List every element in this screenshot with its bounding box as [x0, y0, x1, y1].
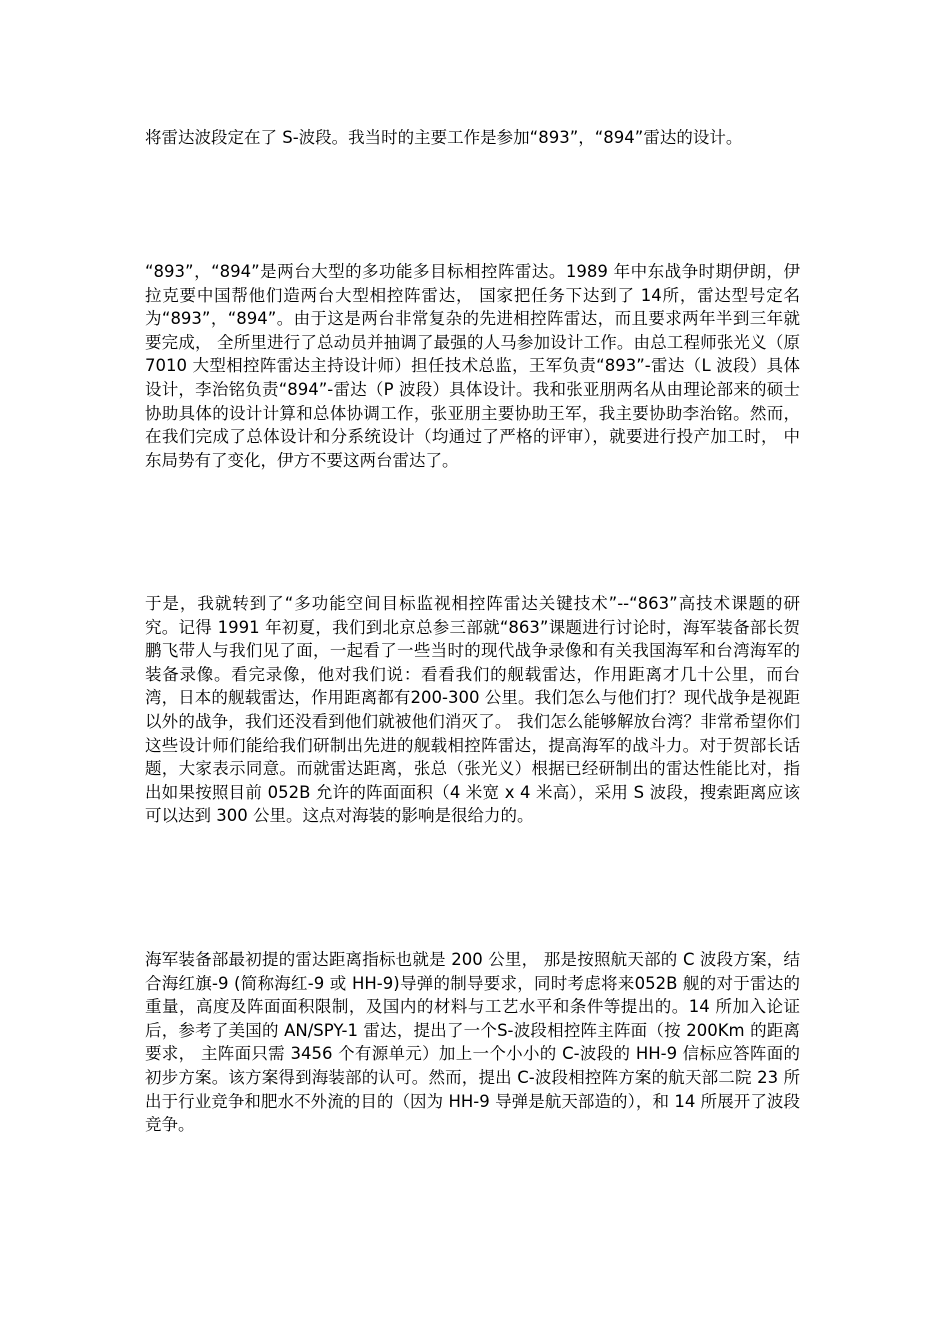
- paragraph-1: 将雷达波段定在了 S-波段。我当时的主要工作是参加“893”，“894”雷达的设计。: [145, 128, 743, 147]
- paragraph-3: 于是，我就转到了“多功能空间目标监视相控阵雷达关键技术”--“863”高技术课题的研究。记得 1991 年初夏，我们到北京总参三部就“863”课题进行讨论时，海军装备部长贺鹏飞带人与我们见了面，一起看了一些当时的现代战争录像和有关我国海军和台湾海军的装备录像。看完录像，他对我们说：看看我们的舰载雷达，作用距离才几十公里，而台湾，日本的舰载雷达，作用距离都有200-300 公里。我们怎么与他们打？现代战争是视距以外的战争，我们还没看到他们就被他们消灭了。 我们怎么能够解放台湾？非常希望你们这些设计师们能给我们研制出先进的舰载相控阵雷达，提高海军的战斗力。对于贺部长话题，大家表示同意。而就雷达距离，张总（张光义）根据已经研制出的雷达性能比对，指出如果按照目前 052B 允许的阵面面积（4 米宽 x 4 米高），采用 S 波段，搜索距离应该可以达到 300 公里。这点对海装的影响是很给力的。: [145, 594, 800, 826]
- paragraph-4: 海军装备部最初提的雷达距离指标也就是 200 公里， 那是按照航天部的 C 波段方案，结合海红旗-9 (简称海红-9 或 HH-9)导弹的制导要求，同时考虑将来052B 舰的对于雷达的重量，高度及阵面面积限制，及国内的材料与工艺水平和条件等提出的。14 所加入论证后，参考了美国的 AN/SPY-1 雷达，提出了一个S-波段相控阵主阵面（按 200Km 的距离要求， 主阵面只需 3456 个有源单元）加上一个小小的 C-波段的 HH-9 信标应答阵面的初步方案。该方案得到海装部的认可。然而，提出 C-波段相控阵方案的航天部二院 23 所出于行业竞争和肥水不外流的目的（因为 HH-9 导弹是航天部造的），和 14 所展开了波段竞争。: [145, 950, 800, 1135]
- paragraph-2: “893”，“894”是两台大型的多功能多目标相控阵雷达。1989 年中东战争时期伊朗，伊拉克要中国帮他们造两台大型相控阵雷达， 国家把任务下达到了 14所，雷达型号定名为“893”，“894”。由于这是两台非常复杂的先进相控阵雷达，而且要求两年半到三年就要完成， 全所里进行了总动员并抽调了最强的人马参加设计工作。由总工程师张光义（原 7010 大型相控阵雷达主持设计师）担任技术总监，王军负责“893”-雷达（L 波段）具体设计，李治铭负责“894”-雷达（P 波段）具体设计。我和张亚朋两名从由理论部来的硕士协助具体的设计计算和总体协调工作，张亚朋主要协助王军，我主要协助李治铭。然而，在我们完成了总体设计和分系统设计（均通过了严格的评审），就要进行投产加工时， 中东局势有了变化，伊方不要这两台雷达了。: [145, 262, 800, 470]
